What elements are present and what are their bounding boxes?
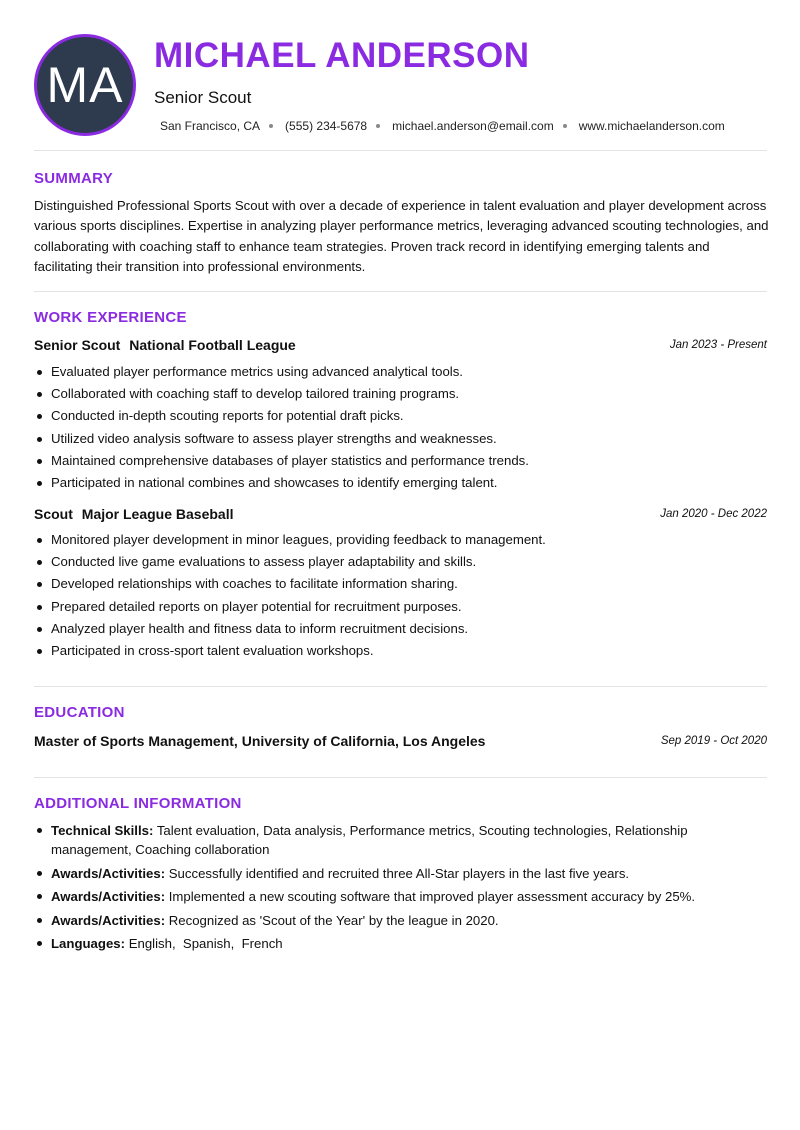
avatar-initials: MA <box>46 57 124 113</box>
list-item: Collaborated with coaching staff to develop tailored training programs. <box>34 385 769 407</box>
list-item: Participated in national combines and showcases to identify emerging talent. <box>34 474 769 496</box>
job-bullets <box>34 363 769 496</box>
work-experience-heading: WORK EXPERIENCE <box>34 309 187 326</box>
list-item: Conducted in-depth scouting reports for potential draft picks. <box>34 407 769 429</box>
contact-website[interactable]: www.michaelanderson.com <box>578 119 725 133</box>
list-item: Analyzed player health and fitness data to inform recruitment decisions. <box>34 620 769 642</box>
divider <box>34 150 767 151</box>
item-label: Technical Skills: <box>51 823 154 838</box>
item-text: Implemented a new scouting software that improved player assessment accuracy by 25%. <box>168 889 696 904</box>
separator-dot <box>563 124 567 128</box>
job-role: Senior Scout <box>34 337 121 353</box>
avatar <box>34 34 136 136</box>
contact-location: San Francisco, CA <box>160 119 261 133</box>
contact-info <box>160 119 725 133</box>
job-title: Senior Scout <box>154 88 252 107</box>
separator-dot <box>376 124 380 128</box>
item-text: English, Spanish, French <box>128 936 283 951</box>
summary-text: Distinguished Professional Sports Scout with over a decade of experience in talent evaluation and player development across various sports disciplines. Expertise in analyzing player performance metrics, leveraging advanced scouting technologies, and collaborating with coaching staff to enhance team strategies. Proven track record in identifying emerging talents and facilitating their transition into professional environments. <box>34 198 769 274</box>
job-dates: Jan 2020 - Dec 2022 <box>660 508 767 520</box>
job-bullets <box>34 531 769 664</box>
education-heading: EDUCATION <box>34 704 125 721</box>
list-item <box>34 887 769 906</box>
divider <box>34 686 767 687</box>
list-item: Utilized video analysis software to assess player strengths and weaknesses. <box>34 430 769 452</box>
item-text: Recognized as 'Scout of the Year' by the league in 2020. <box>168 912 499 928</box>
list-item <box>34 934 769 953</box>
item-label: Languages: <box>51 936 126 951</box>
list-item: Maintained comprehensive databases of player statistics and performance trends. <box>34 452 769 474</box>
contact-phone[interactable]: (555) 234-5678 <box>285 119 368 133</box>
item-text: Successfully identified and recruited three All-Star players in the last five years. <box>168 865 630 881</box>
list-item: Conducted live game evaluations to assess player adaptability and skills. <box>34 553 769 575</box>
item-label: Awards/Activities: <box>51 889 166 904</box>
list-item: Developed relationships with coaches to facilitate information sharing. <box>34 575 769 597</box>
item-text: Talent evaluation, Data analysis, Performance metrics, Scouting technologies, Relationship management, Coaching collaboration <box>51 823 688 857</box>
candidate-name: MICHAEL ANDERSON <box>154 36 530 75</box>
additional-info-heading: ADDITIONAL INFORMATION <box>34 795 242 812</box>
list-item <box>34 821 769 859</box>
list-item <box>34 911 769 930</box>
education-entry <box>34 733 767 751</box>
job-company: National Football League <box>129 337 296 353</box>
list-item: Participated in cross-sport talent evaluation workshops. <box>34 642 769 664</box>
job-company: Major League Baseball <box>81 506 234 522</box>
additional-info-list <box>34 821 769 958</box>
item-label: Awards/Activities: <box>51 912 166 928</box>
list-item <box>34 864 769 883</box>
job-header <box>34 506 767 524</box>
job-header <box>34 337 767 355</box>
education-degree: Master of Sports Management, University of California, Los Angeles <box>34 733 486 749</box>
summary-heading: SUMMARY <box>34 170 114 187</box>
job-role: Scout <box>34 506 73 522</box>
contact-email[interactable]: michael.anderson@email.com <box>392 119 554 133</box>
list-item: Evaluated player performance metrics using advanced analytical tools. <box>34 363 769 385</box>
divider <box>34 291 767 292</box>
job-dates: Jan 2023 - Present <box>669 339 767 351</box>
separator-dot <box>269 124 273 128</box>
education-dates: Sep 2019 - Oct 2020 <box>660 735 767 747</box>
item-label: Awards/Activities: <box>51 865 166 881</box>
list-item: Prepared detailed reports on player potential for recruitment purposes. <box>34 598 769 620</box>
list-item: Monitored player development in minor leagues, providing feedback to management. <box>34 531 769 553</box>
divider <box>34 777 767 778</box>
